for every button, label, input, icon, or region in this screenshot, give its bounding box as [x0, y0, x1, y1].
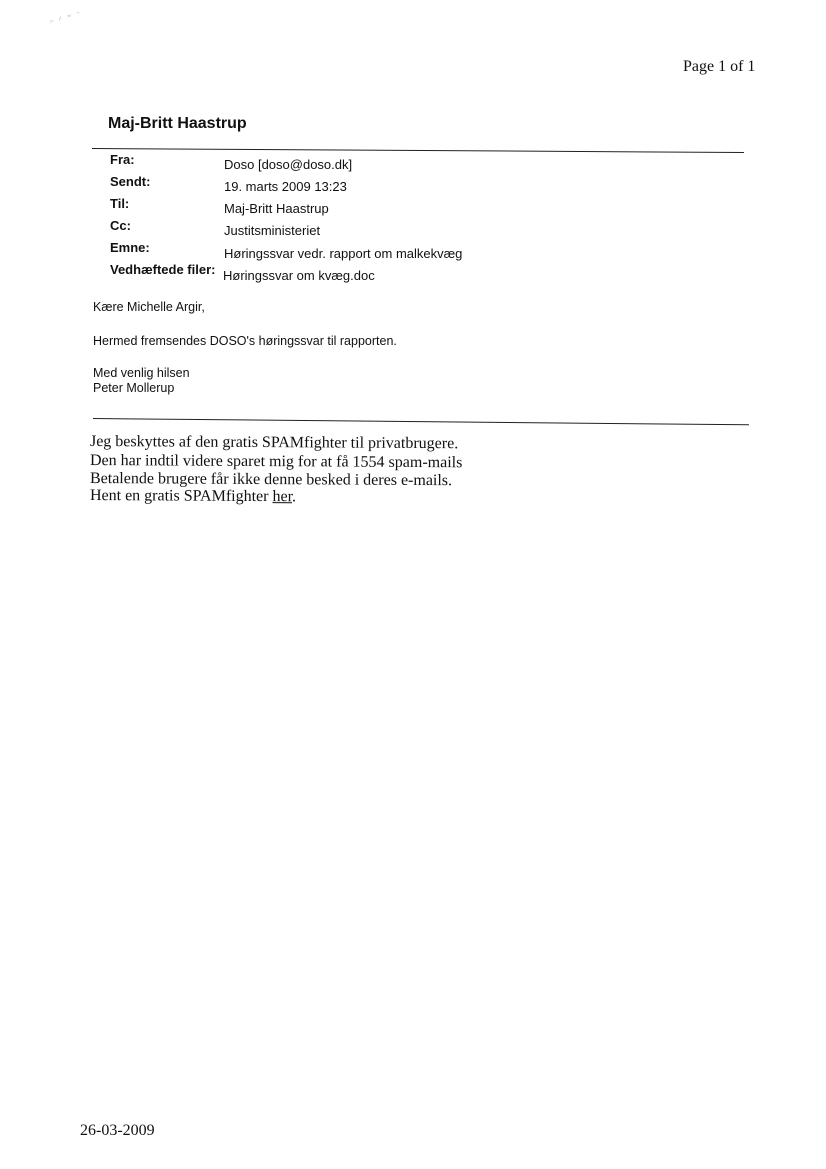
- spam-line-3: Betalende brugere får ikke denne besked i deres e-mails.: [89, 470, 453, 490]
- signature: Peter Mollerup: [93, 381, 175, 395]
- spamfighter-link[interactable]: her: [272, 488, 293, 506]
- cc-value: Justitsministeriet: [224, 223, 321, 238]
- greeting: Kære Michelle Argir,: [93, 300, 205, 314]
- from-label: Fra:: [110, 152, 135, 167]
- scan-mark: ᵔ ᐟ ⁼ ᐨ: [49, 9, 84, 30]
- spam-line-2: Den har indtil videre sparet mig for at få 1554 spam-mails: [89, 452, 463, 472]
- header-divider: [92, 148, 744, 153]
- to-value: Maj-Britt Haastrup: [224, 201, 329, 216]
- subject-label: Emne:: [110, 240, 150, 255]
- spam-line-1: Jeg beskyttes af den gratis SPAMfighter til privatbrugere.: [89, 433, 459, 453]
- spam-line-4-suffix: .: [292, 488, 297, 506]
- page-number: Page 1 of 1: [683, 58, 756, 75]
- spam-line-4: [90, 487, 296, 506]
- attachments-value[interactable]: Høringssvar om kvæg.doc: [223, 268, 375, 283]
- subject-value: Høringssvar vedr. rapport om malkekvæg: [224, 246, 463, 261]
- attachments-label: Vedhæftede filer:: [110, 262, 216, 277]
- print-date: 26-03-2009: [80, 1122, 155, 1139]
- to-label: Til:: [110, 196, 130, 211]
- spam-line-4-prefix: Hent en gratis SPAMfighter: [89, 487, 273, 506]
- closing: Med venlig hilsen: [93, 366, 190, 380]
- cc-label: Cc:: [110, 218, 131, 233]
- sender-name-heading: Maj-Britt Haastrup: [108, 115, 247, 132]
- sent-value: 19. marts 2009 13:23: [224, 179, 347, 194]
- sent-label: Sendt:: [110, 174, 151, 189]
- from-value: Doso [doso@doso.dk]: [224, 157, 353, 172]
- message-text: Hermed fremsendes DOSO's høringssvar til rapporten.: [93, 334, 397, 348]
- footer-divider: [93, 418, 749, 425]
